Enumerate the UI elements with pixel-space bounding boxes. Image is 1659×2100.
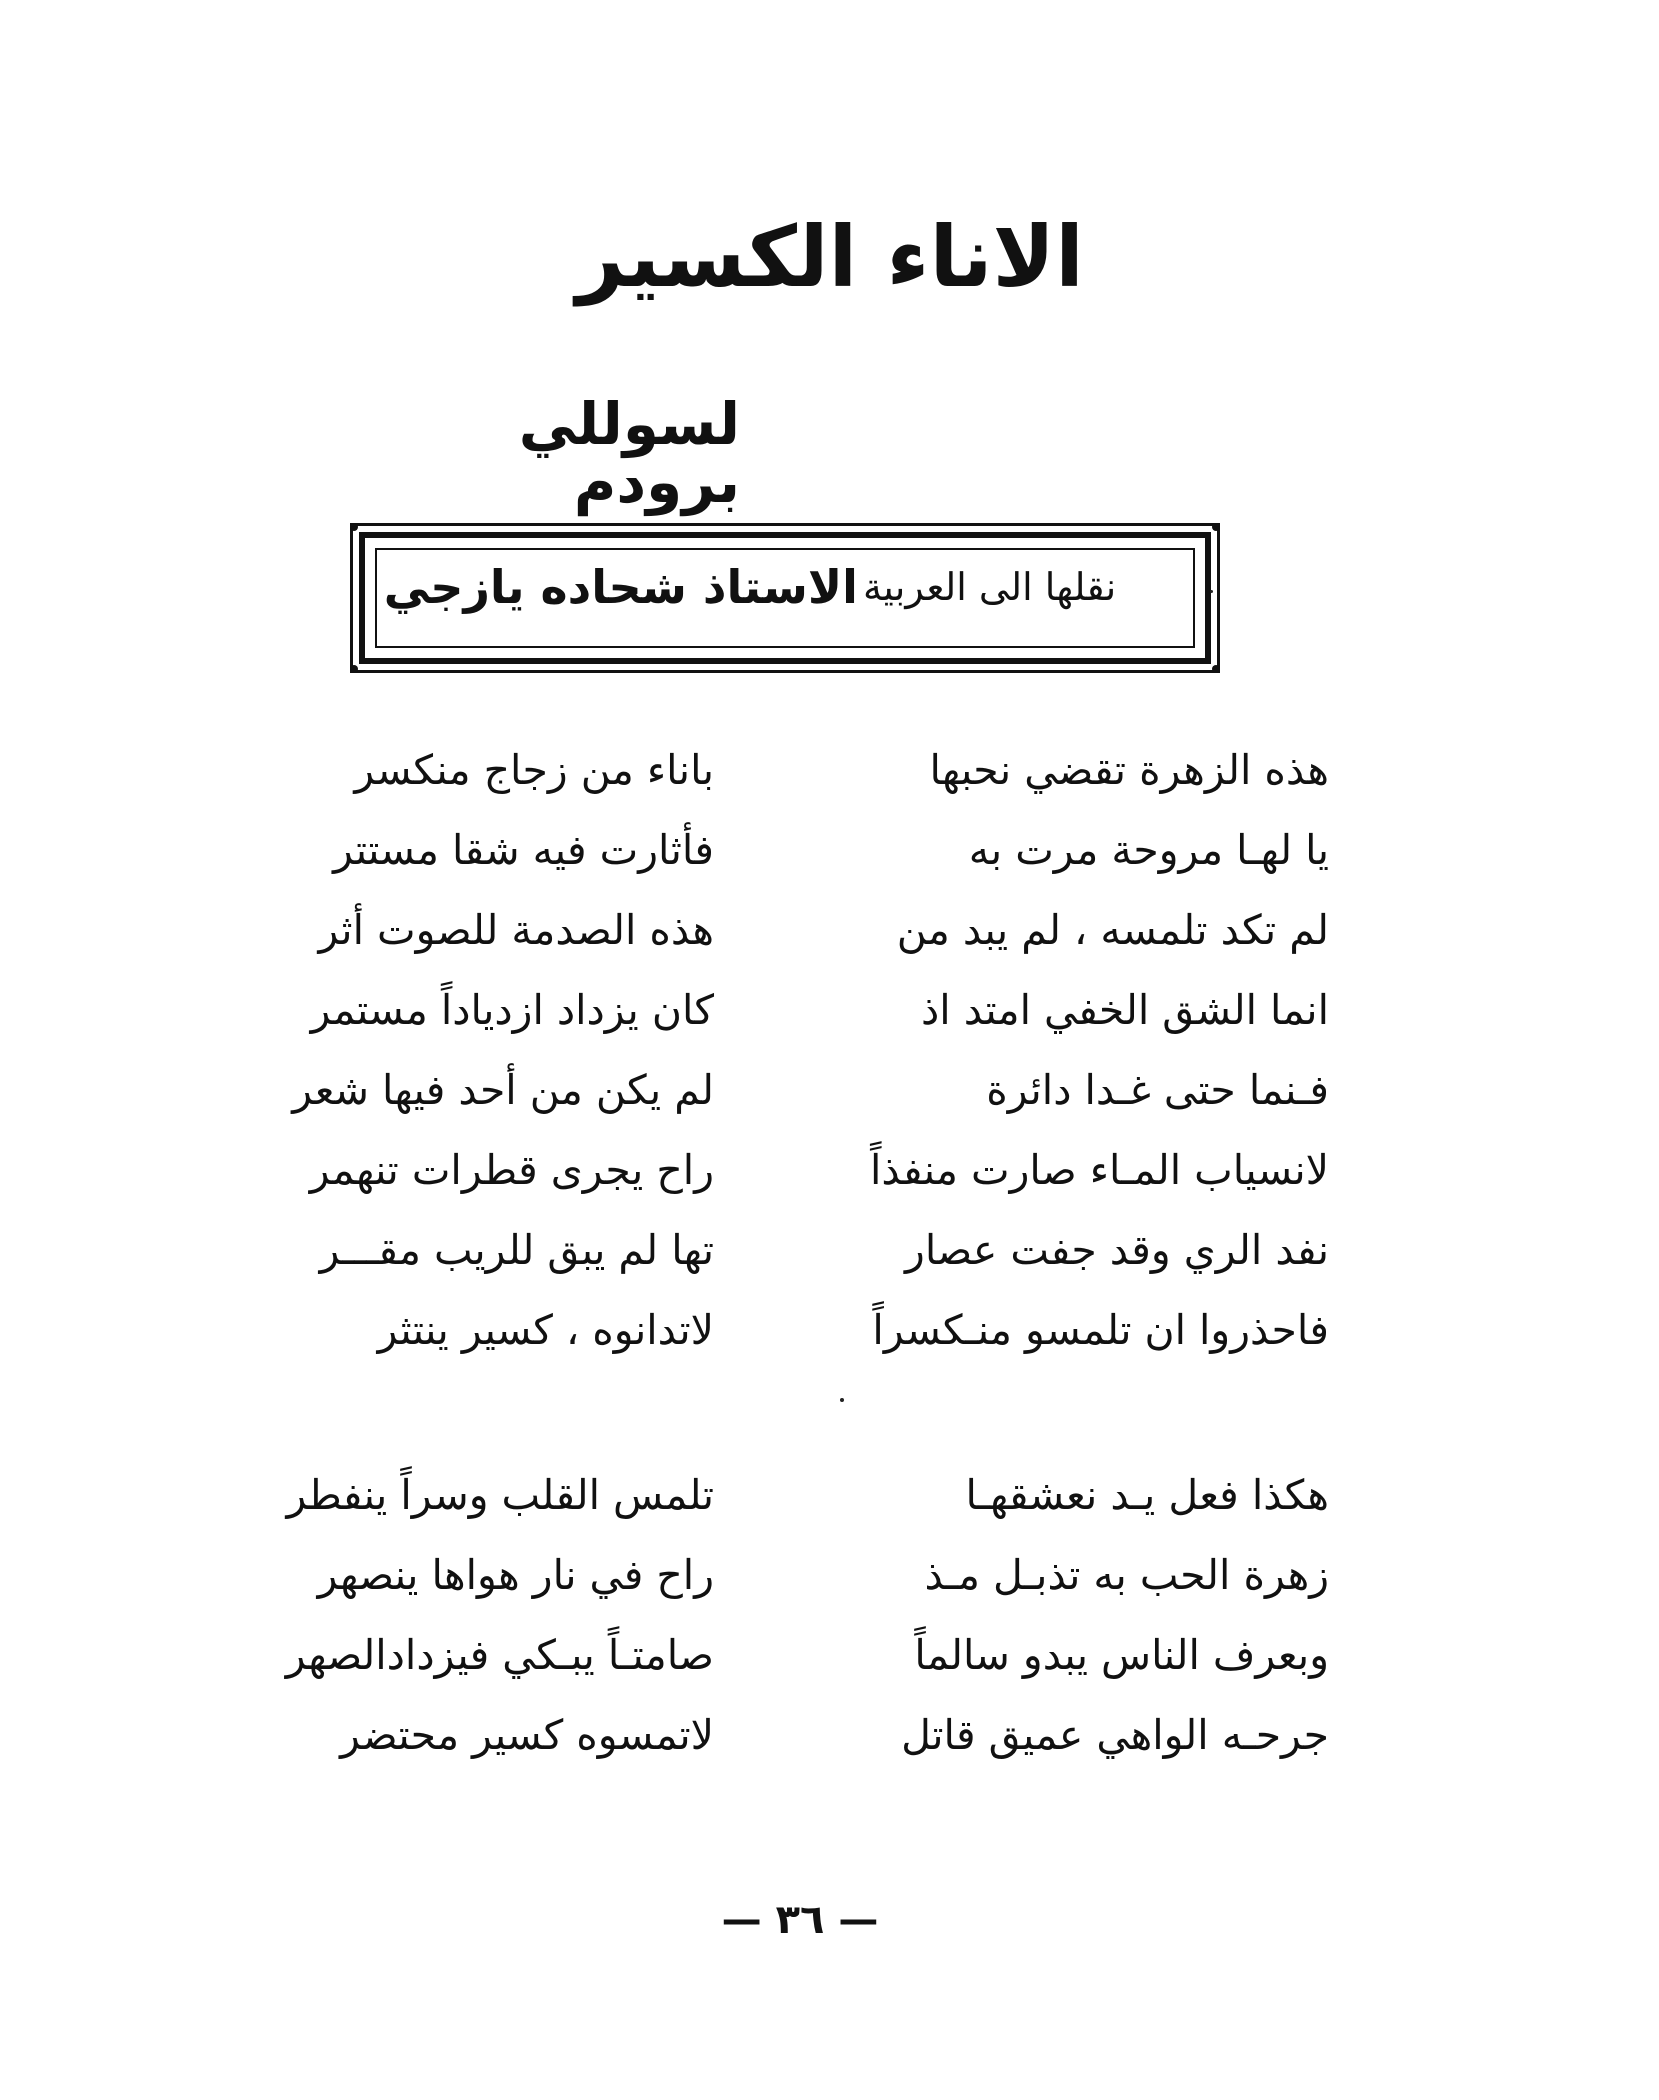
verse-line: لاتدانوه ، كسير ينتثر — [377, 1306, 714, 1354]
verse-line: جرحـه الواهي عميق قاتل — [901, 1711, 1329, 1759]
print-speck — [1210, 590, 1213, 593]
page-number: — ٣٦ — — [721, 1897, 879, 1943]
stanza-1-second-hemistichs — [214, 730, 714, 1370]
verse-line: لم تكد تلمسه ، لم يبد من — [896, 906, 1329, 954]
stanza-2-second-hemistichs — [214, 1455, 714, 1775]
verse-line: راح في نار هواها ينصهر — [317, 1551, 714, 1599]
verse-line: انما الشق الخفي امتد اذ — [921, 986, 1329, 1034]
translator-name: الاستاذ شحاده يازجي — [383, 560, 858, 614]
verse-line: هذه الزهرة تقضي نحبها — [929, 746, 1329, 794]
frame-corner-dot — [1212, 523, 1220, 531]
verse-line: هكذا فعل يـد نعشقهـا — [965, 1471, 1329, 1519]
translator-credit — [380, 560, 1120, 640]
verse-line: تها لم يبق للريب مقـــر — [319, 1226, 714, 1274]
verse-line: تلمس القلب وسراً ينفطر — [286, 1471, 714, 1519]
verse-line: لم يكن من أحد فيها شعر — [292, 1066, 714, 1114]
verse-line: كان يزداد ازدياداً مستمر — [310, 986, 714, 1034]
frame-corner-dot — [350, 665, 358, 673]
poem-title: الاناء الكسير — [576, 208, 1084, 306]
verse-line: وبعرف الناس يبدو سالماً — [914, 1631, 1329, 1679]
verse-line: لانسياب المـاء صارت منفذاً — [870, 1146, 1329, 1194]
verse-line: فاحذروا ان تلمسو منـكسراً — [872, 1306, 1329, 1354]
frame-corner-dot — [350, 523, 358, 531]
verse-line: يا لهـا مروحة مرت به — [968, 826, 1329, 874]
stanza-1-first-hemistichs — [829, 730, 1329, 1370]
stanza-2-first-hemistichs — [829, 1455, 1329, 1775]
verse-line: فأثارت فيه شقا مستتر — [333, 826, 714, 874]
verse-line: فـنما حتى غـدا دائرة — [986, 1066, 1329, 1114]
print-speck — [840, 1398, 844, 1402]
poem-author: لسوللي برودم — [518, 390, 740, 516]
verse-line: نفد الري وقد جفت عصار — [905, 1226, 1329, 1274]
verse-line: راح يجرى قطرات تنهمر — [309, 1146, 714, 1194]
translator-prefix: نقلها الى العربية — [862, 565, 1117, 609]
verse-line: صامتـاً يبـكي فيزدادالصهر — [285, 1631, 714, 1679]
verse-line: زهرة الحب به تذبـل مـذ — [924, 1551, 1329, 1599]
verse-line: لاتمسوه كسير محتضر — [340, 1711, 714, 1759]
verse-line: هذه الصدمة للصوت أثر — [318, 906, 714, 954]
verse-line: باناء من زجاج منكسر — [354, 746, 714, 794]
frame-corner-dot — [1212, 665, 1220, 673]
